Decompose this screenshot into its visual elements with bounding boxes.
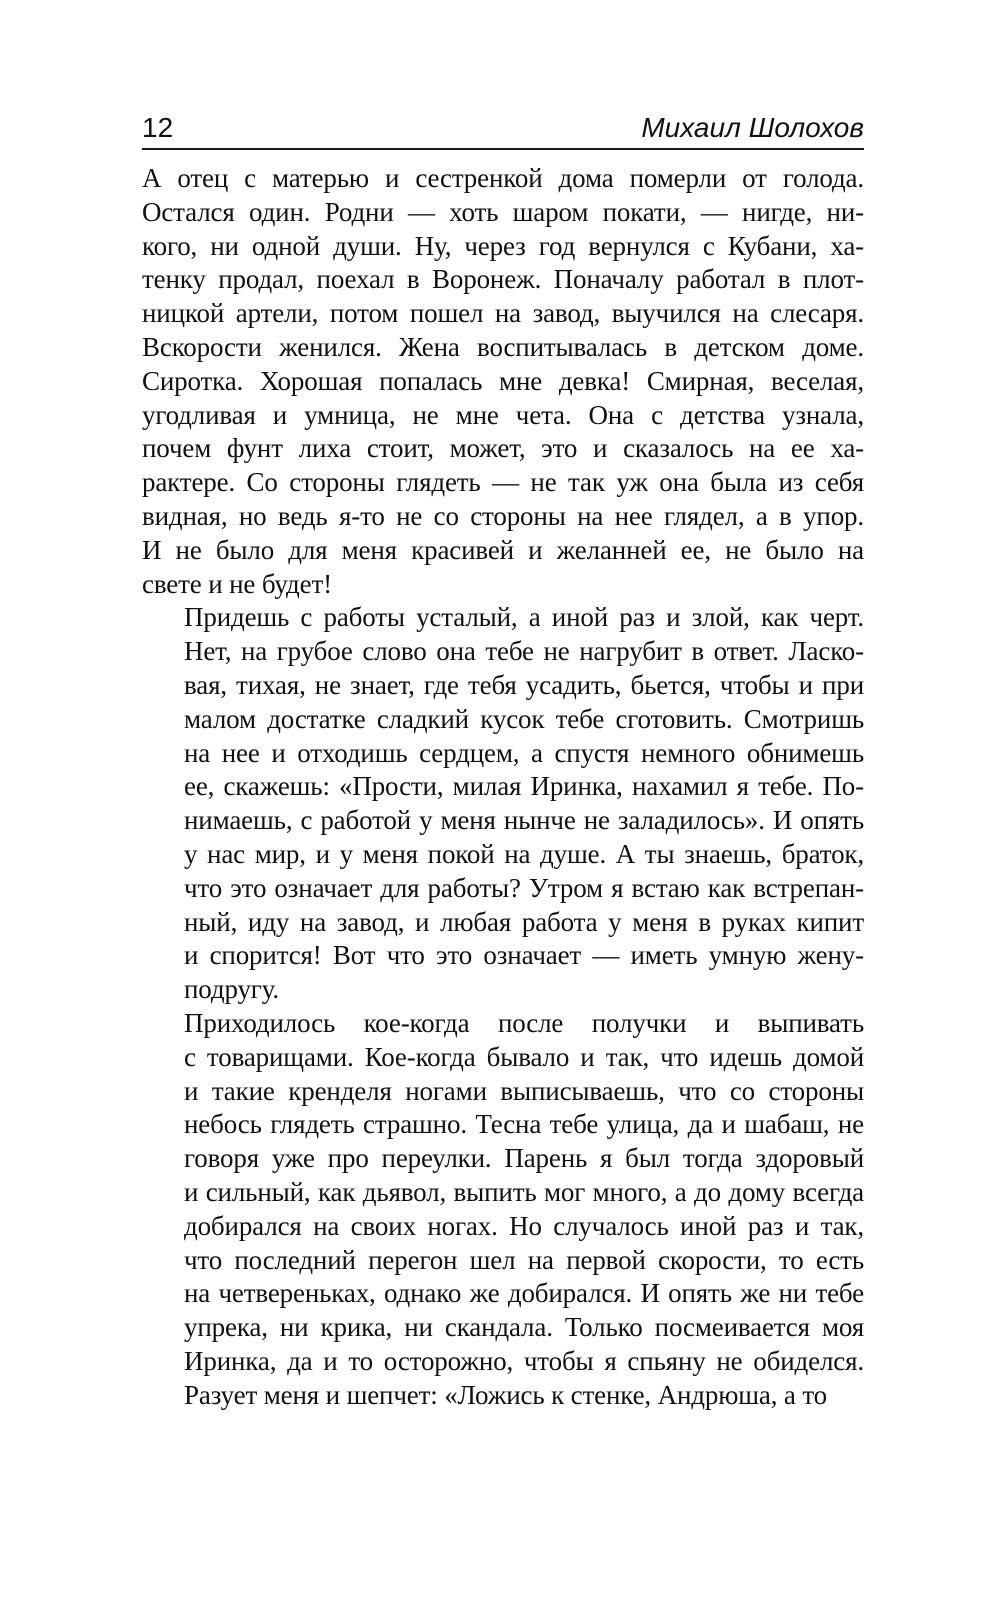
text-line: И не было для меня красивей и желанней ее, не было на [142,534,864,565]
text-line: на четвереньках, однако же добирался. И опять же ни тебе [184,1278,864,1309]
text-line: нимаешь, с работой у меня нынче не заладилось». И опять [184,805,864,836]
text-line: рактере. Со стороны глядеть — не так уж она была из себя [142,467,864,498]
text-line: упрека, ни крика, ни скандала. Только посмеивается моя [184,1312,864,1343]
text-line: что последний перегон шел на первой скорости, то есть [184,1244,864,1275]
text-body [142,162,864,1412]
text-line: кого, ни одной души. Ну, через год вернулся с Кубани, ха- [142,230,864,261]
text-line: малом достатке сладкий кусок тебе сготовить. Смотришь [184,703,864,734]
running-header [142,100,864,150]
text-line: и спорится! Вот что это означает — иметь умную жену- [184,940,864,971]
text-line: Вскорости женился. Жена воспитывалась в детском доме. [142,331,864,362]
text-line: что это означает для работы? Утром я встаю как встрепан- [184,872,864,903]
page-number: 12 [142,112,174,143]
text-line: Остался один. Родни — хоть шаром покати, — нигде, ни- [142,196,864,227]
text-line: Нет, на грубое слово она тебе не нагрубит в ответ. Ласко- [184,636,864,667]
author-name: Михаил Шолохов [641,112,864,143]
text-line: Сиротка. Хорошая попалась мне девка! Смирная, веселая, [142,365,864,396]
text-line: почем фунт лиха стоит, может, это и сказалось на ее ха- [142,433,864,464]
text-line: свете и не будет! [142,568,332,599]
text-line: вая, тихая, не знает, где тебя усадить, бьется, чтобы и при [184,669,864,700]
text-line: с товарищами. Кое-когда бывало и так, что идешь домой [184,1041,864,1072]
text-line: и сильный, как дьявол, выпить мог много, а до дому всегда [184,1176,864,1207]
book-page [142,100,864,1412]
text-line: ее, скажешь: «Прости, милая Иринка, нахамил я тебе. По- [184,771,864,802]
text-line: Придешь с работы усталый, а иной раз и злой, как черт. [184,602,864,633]
text-line: Иринка, да и то осторожно, чтобы я спьяну не обиделся. [184,1345,864,1376]
text-line: подругу. [184,974,279,1005]
text-line: говоря уже про переулки. Парень я был тогда здоровый [184,1143,864,1174]
text-line: видная, но ведь я-то не со стороны на нее глядел, а в упор. [142,500,864,531]
text-line: у нас мир, и у меня покой на душе. А ты знаешь, браток, [184,838,864,869]
paragraph [142,162,864,601]
paragraph [142,601,864,1007]
text-line: ный, иду на завод, и любая работа у меня в руках кипит [184,906,864,937]
text-line: на нее и отходишь сердцем, а спустя немного обнимешь [184,737,864,768]
text-line: А отец с матерью и сестренкой дома померли от голода. [142,163,864,193]
text-line: добирался на своих ногах. Но случалось иной раз и так, [184,1210,864,1241]
text-line: угодливая и умница, не мне чета. Она с детства узнала, [142,399,864,430]
paragraph [142,1007,864,1413]
text-line: Разует меня и шепчет: «Ложись к стенке, Андрюша, а то [184,1379,827,1410]
text-line: тенку продал, поехал в Воронеж. Поначалу работал в плот- [142,264,864,295]
text-line: Приходилось кое-когда после получки и выпивать [184,1007,864,1038]
text-line: небось глядеть страшно. Тесна тебе улица, да и шабаш, не [184,1109,864,1140]
text-line: и такие кренделя ногами выписываешь, что со стороны [184,1075,864,1106]
text-line: ницкой артели, потом пошел на завод, выучился на слесаря. [142,298,864,329]
